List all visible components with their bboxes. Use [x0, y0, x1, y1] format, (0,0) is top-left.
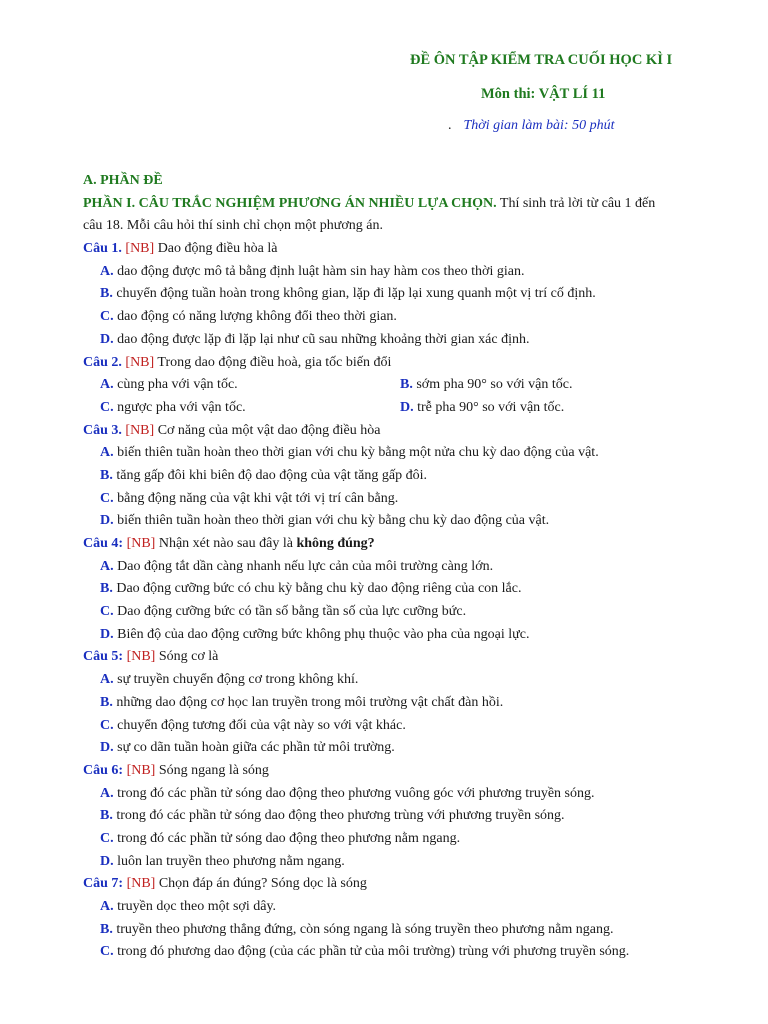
option-text: trễ pha 90° so với vận tốc. [413, 399, 565, 415]
part-intro [83, 193, 708, 238]
question-stem [83, 420, 708, 443]
option [83, 306, 708, 329]
time-dot: . [448, 118, 452, 133]
option-label: C. [100, 309, 114, 325]
question-number: Câu 4: [83, 536, 124, 552]
option-label: A. [100, 899, 114, 915]
option-text: sớm pha 90° so với vận tốc. [412, 377, 573, 393]
option [400, 397, 564, 420]
question-level: [NB] [125, 354, 155, 370]
part-desc-2: câu 18. Mỗi câu hỏi thí sinh chỉ chọn một phương án. [83, 218, 384, 234]
option-label: A. [100, 263, 114, 279]
exam-content [83, 170, 708, 964]
option-text: cùng pha với vận tốc. [113, 377, 238, 393]
question-level: [NB] [126, 536, 156, 552]
question-level: [NB] [125, 422, 155, 438]
option-label: C. [100, 717, 114, 733]
option-text: dao động được mô tả bằng định luật hàm sin hay hàm cos theo thời gian. [113, 263, 525, 279]
option-text: tăng gấp đôi khi biên độ dao động của vật tăng gấp đôi. [112, 467, 427, 483]
option-label: C. [100, 490, 114, 506]
exam-subject: Môn thi: VẬT LÍ 11 [481, 86, 606, 102]
option-label: B. [100, 694, 113, 710]
exam-title: ĐỀ ÔN TẬP KIỂM TRA CUỐI HỌC KÌ I [410, 52, 673, 68]
question-stem [83, 760, 708, 783]
option-text: Dao động cưỡng bức có tần số bằng tần số của lực cưỡng bức. [113, 604, 467, 620]
option-label: D. [100, 331, 114, 347]
option-label: B. [400, 377, 413, 393]
question-number: Câu 5: [83, 649, 124, 665]
option [83, 919, 708, 942]
option [83, 715, 708, 738]
option-label: A. [100, 672, 114, 688]
question-level: [NB] [125, 241, 155, 257]
question-text: Dao động điều hòa là [154, 241, 278, 257]
question-level: [NB] [126, 649, 156, 665]
option-text: trong đó các phần tử sóng dao động theo phương trùng với phương truyền sóng. [112, 808, 565, 824]
option [400, 374, 572, 397]
question-emphasis: không đúng? [296, 536, 375, 552]
option-label: A. [100, 785, 114, 801]
option-label: D. [100, 626, 114, 642]
option [83, 488, 708, 511]
option-text: dao động được lặp đi lặp lại như cũ sau những khoảng thời gian xác định. [113, 331, 530, 347]
option [83, 737, 708, 760]
section-title: A. PHẦN ĐỀ [83, 173, 163, 188]
option-label: B. [100, 467, 113, 483]
option-text: sự truyền chuyển động cơ trong không khí. [113, 672, 359, 688]
option-text: biến thiên tuần hoàn theo thời gian với chu kỳ bằng chu kỳ dao động của vật. [113, 513, 550, 529]
option [83, 669, 708, 692]
option-text: dao động có năng lượng không đổi theo thời gian. [113, 309, 397, 325]
option [83, 851, 708, 874]
question-stem [83, 646, 708, 669]
option [83, 805, 708, 828]
question-text: Chọn đáp án đúng? Sóng dọc là sóng [155, 876, 367, 892]
option [83, 692, 708, 715]
option [83, 578, 708, 601]
option [83, 329, 708, 352]
option-text: sự co dãn tuần hoàn giữa các phần tử môi trường. [113, 740, 395, 756]
question-number: Câu 2. [83, 354, 122, 370]
option-label: C. [100, 944, 114, 960]
question-stem [83, 352, 708, 375]
option-text: Biên độ của dao động cưỡng bức không phụ thuộc vào pha của ngoại lực. [113, 626, 530, 642]
question-stem [83, 873, 708, 896]
option-row [83, 374, 708, 397]
option [83, 624, 708, 647]
option-label: A. [100, 558, 114, 574]
option [83, 442, 708, 465]
option-label: D. [100, 513, 114, 529]
option-text: chuyển động tuần hoàn trong không gian, lặp đi lặp lại xung quanh một vị trí cố định. [112, 286, 596, 302]
option [83, 397, 400, 420]
option [83, 783, 708, 806]
option-text: trong đó các phần tử sóng dao động theo phương nằm ngang. [113, 830, 461, 846]
option-label: B. [100, 808, 113, 824]
option [83, 556, 708, 579]
question-stem [83, 533, 708, 556]
option-label: B. [100, 286, 113, 302]
question-number: Câu 6: [83, 762, 124, 778]
question-text: Sóng ngang là sóng [155, 762, 269, 778]
option [83, 465, 708, 488]
option-label: C. [100, 399, 114, 415]
option-label: A. [100, 377, 114, 393]
option-label: D. [100, 853, 114, 869]
option-text: biến thiên tuần hoàn theo thời gian với chu kỳ bằng một nửa chu kỳ dao động của vật. [113, 445, 599, 461]
option [83, 261, 708, 284]
option [83, 896, 708, 919]
option-text: Dao động tắt dần càng nhanh nếu lực cản của môi trường càng lớn. [113, 558, 494, 574]
option [83, 828, 708, 851]
option-label: B. [100, 921, 113, 937]
option-label: C. [100, 830, 114, 846]
option [83, 374, 400, 397]
option-label: C. [100, 604, 114, 620]
question-stem [83, 238, 708, 261]
option-text: truyền dọc theo một sợi dây. [113, 899, 277, 915]
option [83, 283, 708, 306]
question-number: Câu 3. [83, 422, 122, 438]
part-desc-1: Thí sinh trả lời từ câu 1 đến [496, 195, 656, 211]
option-label: D. [100, 740, 114, 756]
option-label: B. [100, 581, 113, 597]
option [83, 510, 708, 533]
question-number: Câu 1. [83, 241, 122, 257]
question-number: Câu 7: [83, 876, 124, 892]
question-level: [NB] [126, 876, 156, 892]
question-text: Nhận xét nào sau đây là [155, 536, 297, 552]
option-text: trong đó phương dao động (của các phần tử của môi trường) trùng với phương truyền sóng. [113, 944, 630, 960]
option-text: chuyển động tương đối của vật này so với vật khác. [113, 717, 406, 733]
option-text: trong đó các phần tử sóng dao động theo phương vuông góc với phương truyền sóng. [113, 785, 595, 801]
option [83, 941, 708, 964]
option-text: luôn lan truyền theo phương nằm ngang. [113, 853, 345, 869]
option-text: những dao động cơ học lan truyền trong môi trường vật chất đàn hồi. [112, 694, 504, 710]
question-level: [NB] [126, 762, 156, 778]
option-text: ngược pha với vận tốc. [113, 399, 246, 415]
exam-time [448, 118, 768, 134]
option-text: bằng động năng của vật khi vật tới vị trí cân bằng. [113, 490, 399, 506]
question-text: Sóng cơ là [155, 649, 219, 665]
part-title: PHẦN I. CÂU TRẮC NGHIỆM PHƯƠNG ÁN NHIỀU LỰA CHỌN. [83, 195, 497, 211]
option-row [83, 397, 708, 420]
option-label: D. [400, 399, 414, 415]
option [83, 601, 708, 624]
question-text: Cơ năng của một vật dao động điều hòa [154, 422, 381, 438]
question-text: Trong dao động điều hoà, gia tốc biến đổi [154, 354, 392, 370]
option-label: A. [100, 445, 114, 461]
option-text: truyền theo phương thẳng đứng, còn sóng ngang là sóng truyền theo phương nằm ngang. [112, 921, 614, 937]
option-text: Dao động cưỡng bức có chu kỳ bằng chu kỳ dao động riêng của con lắc. [112, 581, 522, 597]
exam-time-text: Thời gian làm bài: 50 phút [463, 118, 615, 133]
